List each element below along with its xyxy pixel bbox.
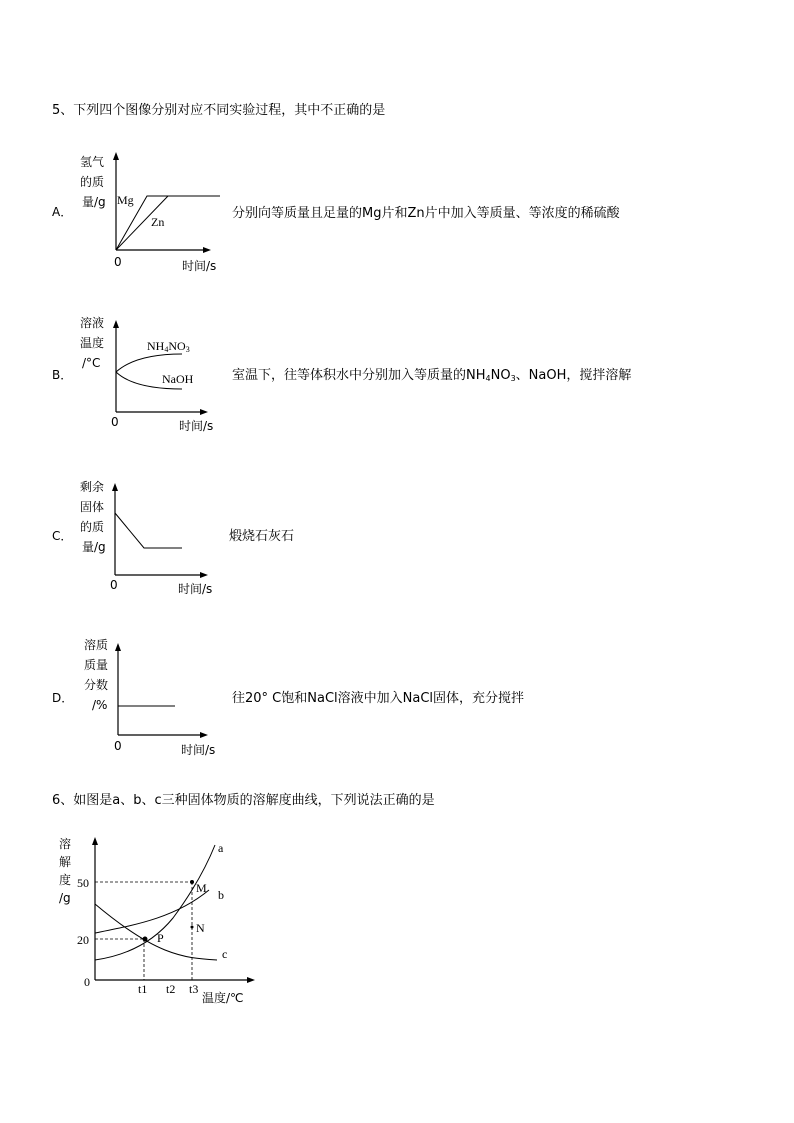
solubility-y-arrow [92,837,98,845]
point-label-p: P [157,931,164,945]
chart-c-xlabel: 时间/s [178,582,213,596]
chart-b-y-arrow [113,320,119,328]
option-c-letter: C． [52,529,73,543]
point-m [190,880,194,884]
question-6-title: 6、如图是a、b、c三种固体物质的溶解度曲线，下列说法正确的是 [52,793,435,808]
solubility-ylabel-2: 解 [59,855,72,869]
y-tick-20: 20 [77,933,89,947]
chart-d-ylabel-3: 分数 [84,678,109,692]
chart-a [70,145,230,275]
question-5-title: 5、下列四个图像分别对应不同实验过程，其中不正确的是 [52,103,386,118]
chart-d-origin: 0 [114,739,122,753]
chart-b-ylabel-2: 温度 [80,336,105,350]
curve-label-a: a [218,841,224,855]
chart-a-origin: 0 [114,255,122,269]
chart-c-ylabel-4: 量/g [82,540,106,554]
curve-a [95,845,215,960]
chart-a-ylabel-2: 的质 [80,175,105,189]
chart-d-ylabel-2: 质量 [84,658,109,672]
solubility-ylabel-1: 溶 [59,837,72,851]
solubility-ylabel-4: /g [59,891,71,905]
chart-a-ylabel-1: 氢气 [80,155,105,169]
chart-a-label-mg: Mg [117,193,134,207]
chart-d [70,633,230,763]
chart-b-label-nh4no3: NH4NO3 [147,339,190,354]
option-d-description: 往20° C饱和NaCl溶液中加入NaCl固体，充分搅拌 [232,691,525,706]
chart-a-ylabel-3: 量/g [82,195,106,209]
solubility-chart [55,830,265,1010]
chart-d-x-arrow [200,732,208,738]
chart-b-label-naoh: NaOH [162,372,194,386]
option-a-letter: A． [52,205,73,219]
chart-c-origin: 0 [110,578,118,592]
chart-c-x-arrow [200,572,208,578]
point-n [191,926,194,929]
chart-c-y-arrow [112,483,118,491]
chart-b-ylabel-1: 溶液 [80,316,105,330]
curve-label-c: c [222,947,228,961]
chart-b-x-arrow [200,409,208,415]
option-c-description: 煅烧石灰石 [229,529,295,544]
point-p [143,937,148,942]
chart-a-xlabel: 时间/s [182,259,217,273]
point-label-n: N [196,921,205,935]
point-label-m: M [196,881,207,895]
chart-b-xlabel: 时间/s [179,419,214,433]
x-tick-t2: t2 [166,982,176,996]
curve-label-b: b [218,888,224,902]
chart-d-ylabel-1: 溶质 [84,638,109,652]
x-tick-t3: t3 [189,982,199,996]
chart-c-ylabel-2: 固体 [80,500,105,514]
option-b-description: 室温下，往等体积水中分别加入等质量的$NH_4NO_3$、NaOH，搅拌溶解 [232,368,632,383]
solubility-xlabel: 温度/℃ [202,991,244,1005]
x-tick-t1: t1 [138,982,148,996]
chart-b-ylabel-3: /°C [82,356,101,370]
chart-b [70,310,230,440]
chart-d-y-arrow [115,643,121,651]
chart-b-origin: 0 [111,415,119,429]
chart-a-label-zn: Zn [151,215,165,229]
option-d-letter: D． [52,691,74,705]
y-tick-50: 50 [77,876,89,890]
chart-b-curve-nh4no3 [116,354,182,372]
solubility-ylabel-3: 度 [59,873,72,887]
chart-d-ylabel-4: /% [92,698,108,712]
chart-c-ylabel-3: 的质 [80,520,105,534]
chart-a-y-arrow [113,152,119,160]
solubility-x-arrow [247,977,255,983]
chart-c-curve [115,513,182,548]
chart-c-ylabel-1: 剩余 [80,480,105,494]
y-tick-0: 0 [84,975,90,989]
chart-d-xlabel: 时间/s [181,743,216,757]
chart-a-x-arrow [203,247,211,253]
option-a-description: 分别向等质量且足量的Mg片和Zn片中加入等质量、等浓度的稀硫酸 [232,206,620,221]
chart-c [70,473,230,598]
option-b-letter: B． [52,368,73,382]
